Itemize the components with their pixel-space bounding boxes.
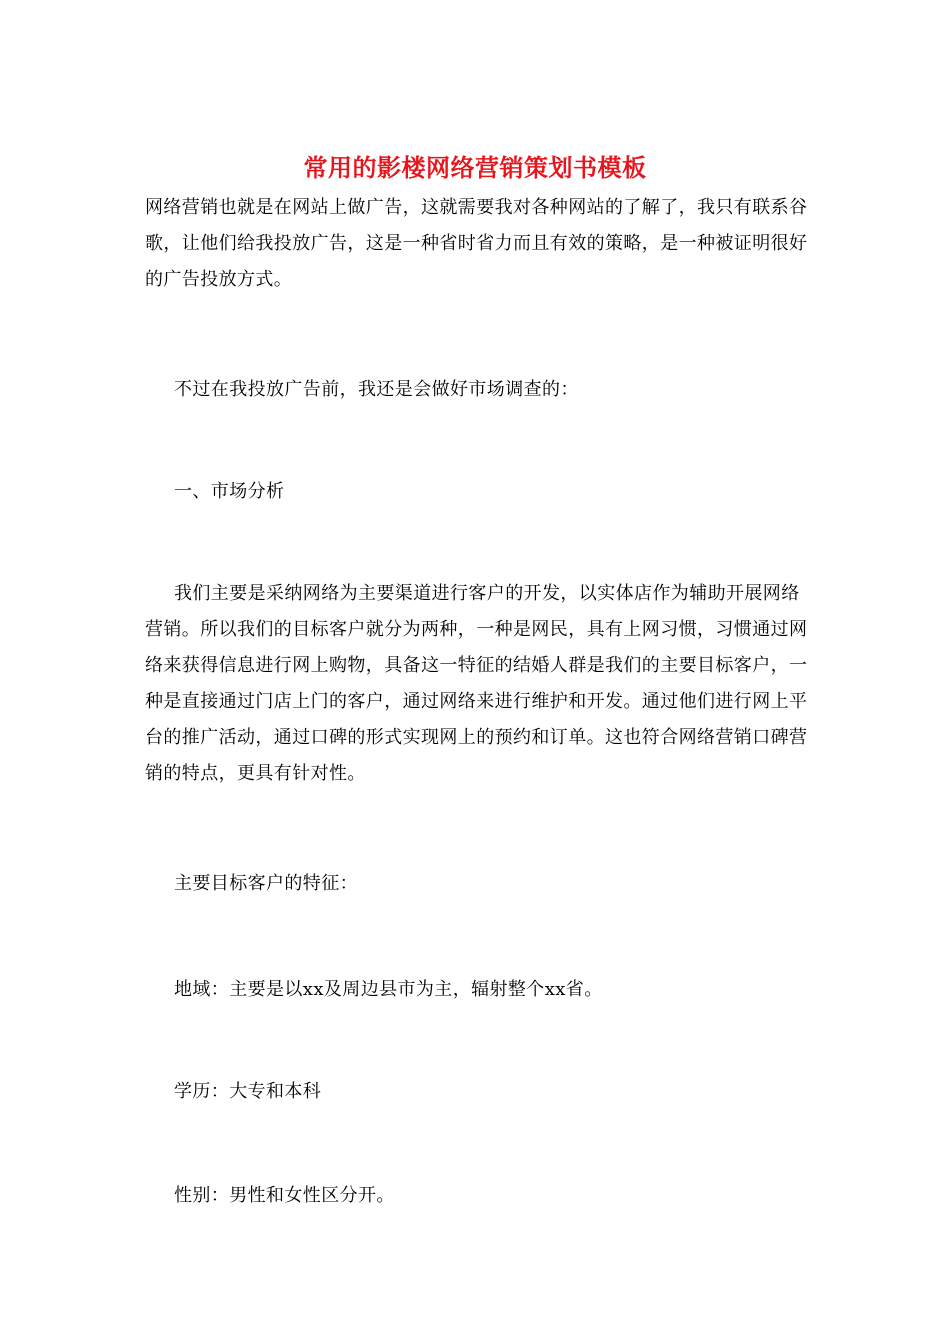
target-customer-heading: 主要目标客户的特征： (174, 873, 358, 894)
intro-paragraph: 网络营销也就是在网站上做广告，这就需要我对各种网站的了解了，我只有联系谷歌，让他们给我投放广告，这是一种省时省力而且有效的策略，是一种被证明很好的广告投放方式。 (145, 197, 808, 290)
region-paragraph: 地域：主要是以xx及周边县市为主，辐射整个xx省。 (174, 979, 603, 1000)
gender-paragraph: 性别：男性和女性区分开。 (174, 1185, 395, 1206)
document-title: 常用的影楼网络营销策划书模板 (303, 153, 647, 182)
section-heading-market-analysis: 一、市场分析 (174, 481, 285, 502)
market-research-paragraph: 不过在我投放广告前，我还是会做好市场调查的： (174, 379, 579, 400)
education-paragraph: 学历：大专和本科 (174, 1081, 322, 1102)
market-analysis-paragraph: 我们主要是采纳网络为主要渠道进行客户的开发，以实体店作为辅助开展网络营销。所以我们的目标客户就分为两种，一种是网民，具有上网习惯，习惯通过网络来获得信息进行网上购物，具备这一特征的结婚人群是我们的主要目标客户，一种是直接通过门店上门的客户，通过网络来进行维护和开发。通过他们进行网上平台的推广活动，通过口碑的形式实现网上的预约和订单。这也符合网络营销口碑营销的特点，更具有针对性。 (145, 583, 808, 784)
